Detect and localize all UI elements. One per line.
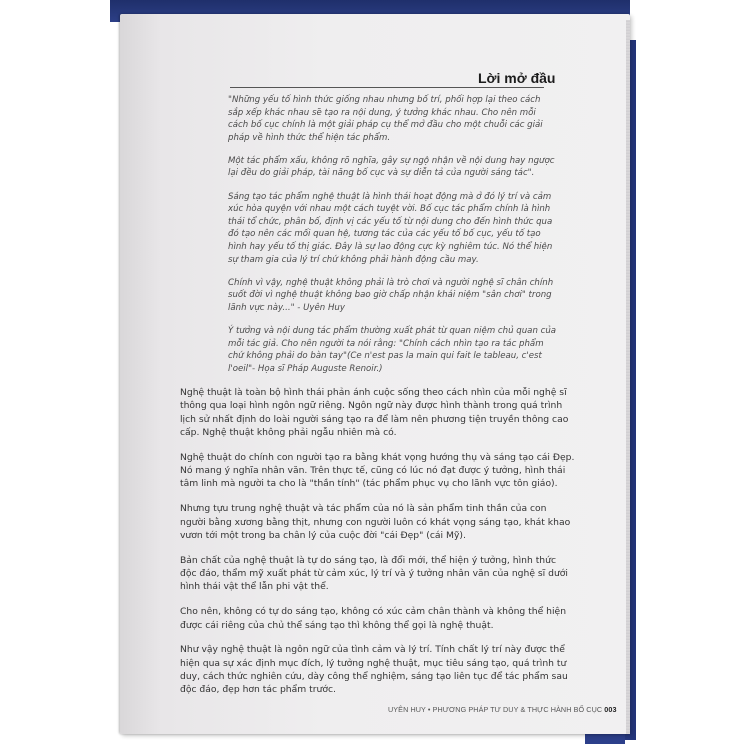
- body-paragraph: Như vậy nghệ thuật là ngôn ngữ của tình cảm và lý trí. Tính chất lý trí này được thể hiện qua sự xác định mục đích, lý tưởng nghệ thuật, mục tiêu sáng tạo, quá trình tư duy, cách thức nghiên cứu, dày công thể nghiệm, sáng tạo liên tục để tác phẩm sau độc đáo, đẹp hơn tác phẩm trước.: [180, 644, 568, 696]
- body-paragraph: Nghệ thuật do chính con người tạo ra bằng khát vọng hướng thụ và sáng tạo cái Đẹp. Nó mang ý nghĩa nhân văn. Trên thực tế, cũng có lúc nó đạt được ý tưởng, hình thái tâm linh mà người ta cho là "thần tính" (tác phẩm phục vụ cho lãnh vực tôn giáo).: [180, 451, 575, 490]
- intro-paragraph: "Những yếu tố hình thức giống nhau nhưng bố trí, phối hợp lại theo cách sắp xếp khác nhau sẽ tạo ra nội dung, ý tưởng khác nhau. Cho nên mỗi cách bố cục chính là một giải pháp cụ thể mở đầu cho một chuỗi các giải pháp về hình thức thể hiện tác phẩm.: [228, 95, 543, 143]
- body-paragraph: Nhưng tựu trung nghệ thuật và tác phẩm của nó là sản phẩm tinh thần của con người bằng xương bằng thịt, nhưng con người luôn có khát vọng sáng tạo, khát khao vươn tới một trong ba chân lý của cuộc đời "cái Đẹp" (cái Mỹ).: [180, 503, 571, 541]
- body-paragraph: Bản chất của nghệ thuật là tự do sáng tạo, là đổi mới, thể hiện ý tưởng, hình thức độc đáo, thẩm mỹ xuất phát từ cảm xúc, lý trí và ý tưởng nhân văn của nghệ sĩ dưới hình thái vật thể lẫn phi vật thể.: [180, 554, 568, 593]
- page-stack-edge: [626, 20, 630, 734]
- body-paragraph: Nghệ thuật là toàn bộ hình thái phản ánh cuộc sống theo cách nhìn của mỗi nghệ sĩ thông qua loại hình ngôn ngữ riêng. Ngôn ngữ này được hình thành trong quá trình lịch sử nhất định do loài người sáng tạo ra để làm nên phương tiện truyền thông cao cấp. Nghệ thuật không phải ngẫu nhiên mà có.: [180, 387, 569, 438]
- intro-section: [228, 94, 558, 386]
- header-rule: [230, 87, 544, 88]
- intro-paragraph: Ý tưởng và nội dung tác phẩm thường xuất phát từ quan niệm chủ quan của mỗi tác giả. Cho nên người ta nói rằng: "Chính cách nhìn tạo ra tác phẩm chứ không phải do bàn tay"(Ce n'est pas la main qui fait le tableau, c'est l'oeil"- Họa sĩ Pháp Auguste Renoir.): [228, 325, 557, 374]
- page-number: 003: [604, 705, 617, 714]
- chapter-title: Lời mở đầu: [478, 70, 556, 86]
- intro-paragraph: Một tác phẩm xấu, không rõ nghĩa, gây sự ngộ nhận về nội dung hay ngược lại đều do giải pháp, tài năng bố cục và sự diễn tả của người sáng tác".: [228, 155, 555, 179]
- page-footer: [388, 705, 617, 714]
- running-footer-text: UYÊN HUY • PHƯƠNG PHÁP TƯ DUY & THỰC HÀNH BỐ CỤC: [388, 705, 603, 714]
- body-section: [180, 386, 575, 708]
- intro-paragraph: Chính vì vậy, nghệ thuật không phải là trò chơi và người nghệ sĩ chân chính suốt đời vì nghệ thuật không bao giờ chấp nhận khái niệm "sân chơi" trong lãnh vực này..." - Uyên Huy: [228, 277, 554, 313]
- body-paragraph: Cho nên, không có tự do sáng tạo, không có xúc cảm chân thành và không thể hiện được cái riêng của chủ thể sáng tạo thì không thể gọi là nghệ thuật.: [180, 606, 567, 631]
- intro-paragraph: Sáng tạo tác phẩm nghệ thuật là hình thái hoạt động mà ở đó lý trí và cảm xúc hòa quyện với nhau một cách tuyệt vời. Bố cục tác phẩm chính là hình thái tổ chức, phân bố, định vị các yếu tố từ nội dung cho đến hình thức qua đó tạo nên các mối quan hệ, tương tác của các yếu tố bố cục, yếu tố tạo hình hay yếu tố thị giác. Đây là sự lao động cực kỳ nghiêm túc. Nó thể hiện sự tham gia của lý trí chứ không phải hành động cầu may.: [228, 191, 553, 265]
